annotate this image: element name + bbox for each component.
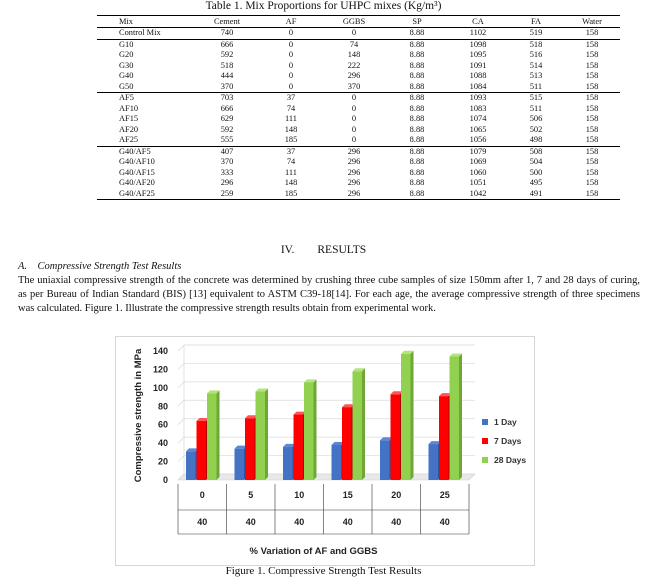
table-header-row (97, 16, 620, 28)
table-cell: 1060 (469, 167, 487, 177)
table-cell: 333 (220, 167, 234, 177)
table-cell: 8.88 (409, 178, 425, 187)
bar-side (411, 351, 414, 480)
table-cell: 8.88 (409, 135, 425, 144)
table-cell: 8.88 (409, 157, 425, 166)
y-tick-label: 120 (152, 364, 168, 375)
table-row (97, 168, 620, 179)
x-tick-label-row2: 40 (294, 517, 305, 527)
table-cell: 0 (260, 39, 322, 50)
header-cement: Cement (194, 16, 260, 28)
table-row (97, 104, 620, 115)
table-cell: AF10 (119, 103, 139, 113)
table-cell: 592 (220, 50, 234, 59)
legend-swatch (482, 457, 488, 463)
table-cell: 515 (508, 93, 564, 104)
bar-28-days (401, 354, 411, 480)
x-tick-label: 0 (199, 490, 205, 500)
table-cell: 1098 (448, 39, 508, 50)
table-cell: 0 (351, 114, 357, 123)
table-cell: 407 (194, 146, 260, 157)
table-cell: 8.88 (409, 28, 425, 37)
x-tick-label: 5 (248, 490, 254, 500)
table-cell: 37 (260, 93, 322, 104)
table-cell: 185 (260, 189, 322, 200)
table-row (97, 50, 620, 61)
table-cell: 629 (220, 114, 234, 123)
table-cell: 514 (529, 60, 543, 70)
table-cell: 296 (220, 178, 234, 187)
header-sp: SP (386, 16, 448, 28)
table-row (97, 135, 620, 146)
header-af: AF (260, 16, 322, 28)
figure-caption: Figure 1. Compressive Strength Test Results (225, 565, 422, 577)
x-axis-label: % Variation of AF and GGBS (249, 546, 378, 557)
table-cell: 1084 (469, 81, 487, 91)
gridline (178, 345, 475, 351)
table-row (97, 28, 620, 40)
table-cell: 8.88 (409, 124, 425, 134)
bar-1-day (235, 449, 245, 480)
subsection-heading: A. Compressive Strength Test Results (18, 261, 182, 272)
table-cell: AF25 (119, 135, 139, 144)
table-cell: 0 (351, 28, 357, 37)
table-cell: 444 (220, 71, 234, 80)
table-cell: 111 (285, 114, 297, 123)
table-cell: G40/AF25 (97, 189, 194, 200)
compressive-strength-chart (116, 337, 534, 565)
table-cell: AF20 (119, 124, 139, 134)
bar-7-days (294, 415, 304, 480)
table-cell: 158 (585, 50, 599, 59)
table-row (97, 157, 620, 168)
table-row (97, 114, 620, 125)
legend-swatch (482, 419, 488, 425)
table-cell: 1069 (469, 157, 487, 166)
table-cell: 8.88 (386, 146, 448, 157)
table-cell: G50 (119, 81, 134, 91)
table-cell: G40 (119, 71, 134, 80)
table-cell: 518 (508, 39, 564, 50)
x-tick-label-row2: 40 (439, 517, 450, 527)
table-cell: 504 (529, 157, 543, 166)
table-cell: 158 (585, 71, 599, 80)
table-cell: 74 (286, 103, 296, 113)
legend-swatch (482, 438, 488, 444)
table-cell: 498 (529, 135, 543, 144)
legend-entry: 28 Days (494, 455, 527, 465)
bar-1-day (429, 444, 439, 480)
table-cell: 508 (508, 146, 564, 157)
bar-side (265, 389, 268, 480)
table-cell: 1042 (448, 189, 508, 200)
table-cell: 8.88 (409, 60, 425, 70)
bar-side (459, 354, 462, 480)
table-cell: 158 (585, 135, 599, 144)
table-cell: 296 (347, 71, 361, 80)
table-cell: 1091 (469, 60, 487, 70)
table-cell: 370 (220, 157, 234, 166)
y-tick-label: 80 (157, 401, 168, 412)
table-cell: 511 (529, 103, 543, 113)
table-cell: 1083 (469, 103, 487, 113)
gridline (178, 400, 475, 406)
table-cell: G30 (119, 60, 134, 70)
table-cell: 0 (288, 50, 294, 59)
table-cell: 1065 (469, 124, 487, 134)
y-axis-label: Compressive strength in MPa (133, 348, 144, 483)
chart-container (115, 336, 535, 566)
table-cell: 111 (285, 167, 297, 177)
header-mix: Mix (97, 16, 194, 28)
table-cell: 500 (529, 167, 543, 177)
table-cell: G40/AF15 (119, 167, 155, 177)
table-cell: 296 (347, 178, 361, 187)
x-tick-label-row2: 40 (391, 517, 402, 527)
table-cell: 518 (220, 60, 234, 70)
table-cell: 158 (585, 124, 599, 134)
table-row (97, 71, 620, 82)
table-cell: 502 (529, 124, 543, 134)
y-tick-label: 100 (152, 382, 168, 393)
table-cell: 0 (288, 28, 294, 37)
bar-28-days (256, 392, 266, 480)
table-cell: AF5 (97, 93, 194, 104)
table-cell: 1093 (448, 93, 508, 104)
table-cell: G40/AF5 (97, 146, 194, 157)
bar-7-days (439, 396, 449, 480)
table-cell: 148 (284, 124, 298, 134)
bar-side (314, 379, 317, 480)
bar-7-days (391, 394, 401, 480)
table-cell: 666 (194, 39, 260, 50)
table-cell: 37 (260, 146, 322, 157)
table-row (97, 125, 620, 136)
bar-7-days (245, 418, 255, 480)
table-cell: 0 (351, 124, 357, 134)
bar-side (362, 368, 365, 480)
header-water: Water (564, 16, 620, 28)
table-cell: AF15 (119, 114, 139, 123)
table-cell: 158 (585, 81, 599, 91)
table-cell: 74 (286, 157, 296, 166)
gridline (178, 419, 475, 425)
y-tick-label: 40 (157, 438, 168, 449)
bar-28-days (353, 371, 363, 480)
table-cell: 555 (220, 135, 234, 144)
table-cell: 0 (351, 135, 357, 144)
table-cell: G20 (119, 50, 134, 59)
table-cell: 370 (220, 81, 234, 91)
table-cell: 1056 (469, 135, 487, 144)
table-cell: 1095 (469, 50, 487, 59)
table-cell: 158 (585, 103, 599, 113)
table-cell: 1102 (469, 28, 487, 37)
table-cell: 370 (347, 81, 361, 91)
table-cell: 8.88 (409, 71, 425, 80)
bar-28-days (304, 382, 314, 480)
table-cell: 8.88 (409, 50, 425, 59)
table-row (97, 178, 620, 189)
table-cell: 491 (508, 189, 564, 200)
table-cell: 8.88 (409, 167, 425, 177)
body-paragraph: The uniaxial compressive strength of the concrete was determined by crushing three cube samples of size 150mm after 1, 7 and 28 days of curing, as per Bureau of Indian Standard (BIS) [13] equivalent to ASTM C39-18[14]. For each age, the average compressive strength of three specimens was calculated. Figure 1. Illustrate the compressive strength results obtain from experimental work. (18, 275, 640, 314)
table-cell: 158 (585, 28, 599, 37)
table-cell: Control Mix (119, 28, 161, 37)
table-cell: 516 (529, 50, 543, 59)
table-row (97, 93, 620, 104)
table-cell: 1088 (469, 71, 487, 80)
table-cell: 296 (322, 146, 386, 157)
table-cell: 296 (347, 157, 361, 166)
legend-entry: 7 Days (494, 436, 522, 446)
bar-28-days (207, 393, 217, 480)
header-fa: FA (508, 16, 564, 28)
table-cell: 513 (529, 71, 543, 80)
table-cell: 1079 (448, 146, 508, 157)
bar-1-day (332, 445, 342, 480)
table-cell: 0 (288, 81, 294, 91)
table-cell: 8.88 (409, 114, 425, 123)
table-cell: 8.88 (409, 103, 425, 113)
x-tick-label: 10 (294, 490, 305, 500)
x-tick-label: 25 (439, 490, 450, 500)
table-cell: 158 (585, 178, 599, 187)
table-cell: 0 (322, 93, 386, 104)
table-row (97, 146, 620, 157)
table-cell: 158 (585, 167, 599, 177)
section-heading: IV. RESULTS (280, 244, 367, 256)
table-cell: 8.88 (386, 39, 448, 50)
y-tick-label: 140 (152, 346, 168, 356)
table-cell: 296 (347, 167, 361, 177)
table-cell: 158 (564, 189, 620, 200)
x-tick-label-row2: 40 (197, 517, 208, 527)
table-row (97, 82, 620, 93)
table-cell: 158 (564, 146, 620, 157)
table-cell: 8.88 (386, 189, 448, 200)
bar-side (217, 390, 220, 480)
legend-entry: 1 Day (494, 417, 517, 427)
table-cell: G40/AF10 (119, 157, 155, 166)
gridline (178, 363, 475, 369)
table-cell: 158 (564, 39, 620, 50)
x-tick-label: 15 (342, 490, 353, 500)
table-cell: 519 (529, 28, 543, 37)
table-cell: 495 (529, 178, 543, 187)
table-cell: 148 (347, 50, 361, 59)
x-tick-label-row2: 40 (245, 517, 256, 527)
bar-1-day (380, 440, 390, 480)
x-tick-label-row2: 40 (342, 517, 353, 527)
table-cell: 666 (220, 103, 234, 113)
table-cell: 158 (564, 93, 620, 104)
mix-proportions-table (97, 15, 620, 200)
y-tick-label: 0 (162, 475, 168, 485)
table-cell: 592 (220, 124, 234, 134)
table-cell: 511 (529, 81, 543, 91)
table-cell: 148 (284, 178, 298, 187)
table-cell: 1074 (469, 114, 487, 123)
table-cell: G40/AF20 (119, 178, 155, 187)
table-row (97, 61, 620, 72)
table-cell: 0 (288, 60, 294, 70)
bar-28-days (450, 357, 460, 480)
bar-1-day (186, 451, 196, 480)
bar-7-days (342, 407, 352, 480)
x-tick-label: 20 (391, 490, 402, 500)
y-tick-label: 20 (157, 456, 168, 467)
table-cell: 8.88 (386, 93, 448, 104)
header-ggbs: GGBS (322, 16, 386, 28)
table-cell: 158 (585, 114, 599, 123)
y-tick-label: 60 (157, 419, 168, 430)
table-cell: 703 (194, 93, 260, 104)
header-ca: CA (448, 16, 508, 28)
table-cell: 74 (322, 39, 386, 50)
table-cell: 296 (322, 189, 386, 200)
table-row (97, 189, 620, 200)
table-cell: 222 (347, 60, 361, 70)
table-cell: G10 (97, 39, 194, 50)
table-cell: 506 (529, 114, 543, 123)
table-cell: 259 (194, 189, 260, 200)
table-cell: 1051 (469, 178, 487, 187)
table-cell: 740 (220, 28, 234, 37)
table-cell: 0 (288, 71, 294, 80)
table-cell: 0 (351, 103, 357, 113)
bar-7-days (197, 421, 207, 480)
table-caption: Table 1. Mix Proportions for UHPC mixes (Kg/m³) (205, 0, 442, 12)
table-cell: 158 (585, 60, 599, 70)
table-row (97, 39, 620, 50)
table-cell: 8.88 (409, 81, 425, 91)
table-cell: 185 (284, 135, 298, 144)
gridline (178, 382, 475, 388)
bar-1-day (283, 447, 293, 480)
table-cell: 158 (585, 157, 599, 166)
